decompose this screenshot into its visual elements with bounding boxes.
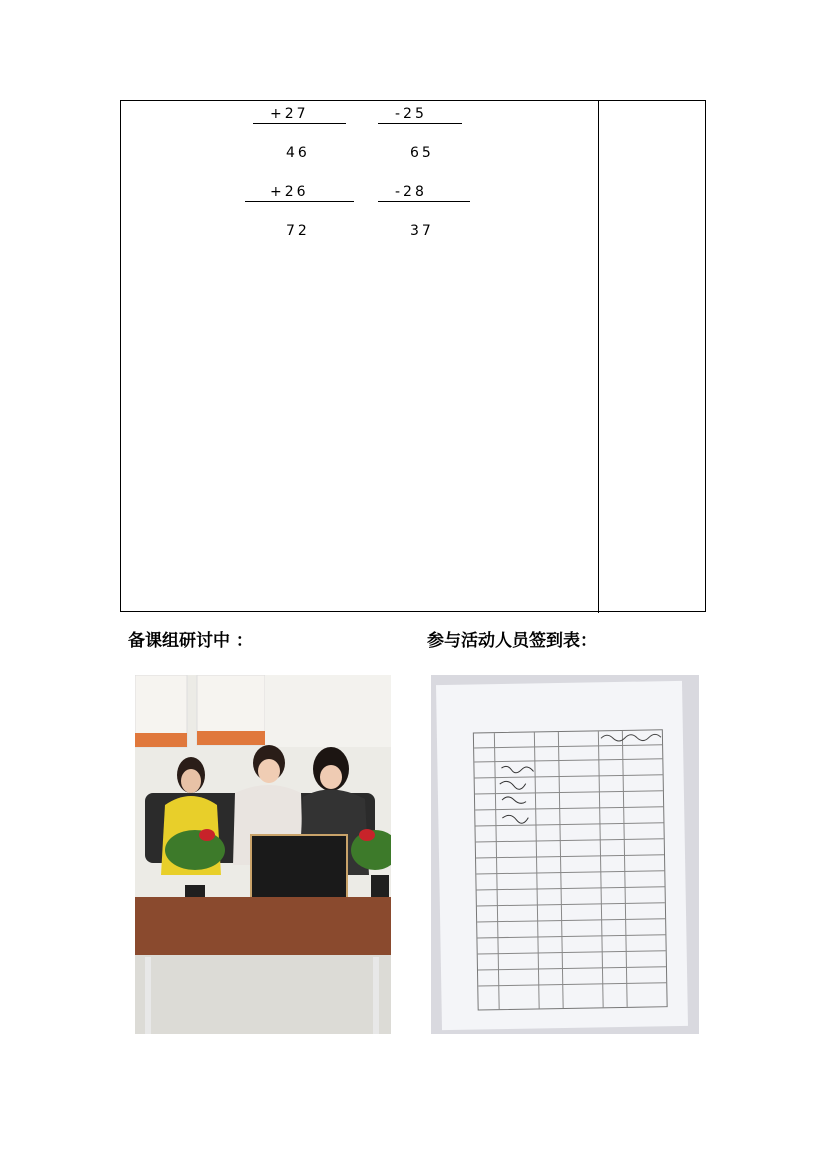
underline <box>245 201 354 202</box>
calc-result-3: 72 <box>286 223 310 239</box>
caption-meeting: 备课组研讨中 ： <box>128 631 253 651</box>
worksheet-table <box>120 100 706 612</box>
underline <box>253 123 346 124</box>
caption-signin: 参与活动人员签到表： <box>427 631 597 651</box>
underline <box>378 123 462 124</box>
calc-op-3: +26 <box>270 184 309 200</box>
calc-op-1: +27 <box>270 106 309 122</box>
underline <box>378 201 470 202</box>
handwritten-signatures <box>497 761 538 832</box>
handwritten-topic <box>599 729 669 744</box>
signin-sheet-photo <box>431 675 699 1034</box>
calc-op-4: -28 <box>395 184 427 200</box>
meeting-photo <box>135 675 391 1034</box>
signin-sheet <box>436 681 688 1030</box>
calc-result-2: 65 <box>410 145 434 161</box>
meeting-illustration <box>135 675 391 1034</box>
table-column-divider <box>598 100 599 613</box>
calc-op-2: -25 <box>395 106 427 122</box>
calc-result-4: 37 <box>410 223 434 239</box>
calc-result-1: 46 <box>286 145 310 161</box>
